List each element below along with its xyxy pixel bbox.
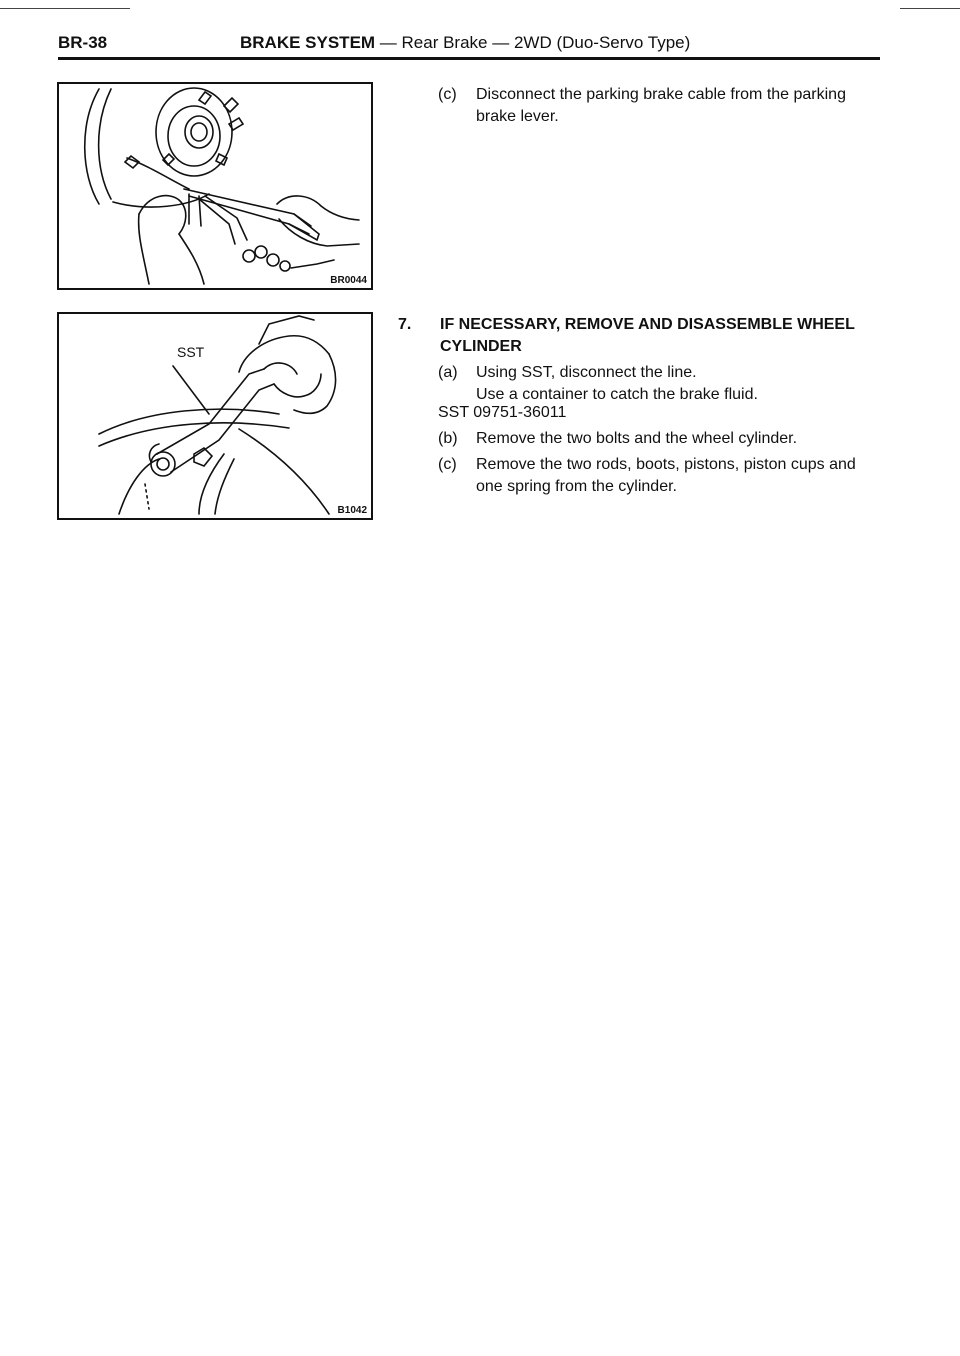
page-title-bold: BRAKE SYSTEM — [240, 33, 376, 52]
page-number: BR-38 — [58, 33, 108, 52]
sst-label: SST — [177, 344, 205, 360]
sst-number: SST 09751-36011 — [438, 404, 567, 421]
item-text-line1: Using SST, disconnect the line. — [476, 364, 697, 381]
item-label: (c) — [438, 86, 457, 103]
figure-code: B1042 — [337, 505, 367, 516]
step-b-remove-bolts — [438, 428, 888, 450]
item-label: (c) — [438, 456, 457, 473]
item-label: (a) — [438, 364, 458, 381]
figure-code: BR0044 — [330, 275, 367, 286]
scan-line-right — [900, 8, 960, 9]
item-text: Remove the two bolts and the wheel cylinder. — [476, 430, 798, 447]
step-heading-text: IF NECESSARY, REMOVE AND DISASSEMBLE WHEEL CYLINDER — [440, 316, 855, 355]
item-text: Remove the two rods, boots, pistons, piston cups and one spring from the cylinder. — [476, 456, 856, 495]
page-title-rest: — Rear Brake — 2WD (Duo-Servo Type) — [375, 33, 691, 52]
page-title — [240, 33, 690, 53]
scan-line-left — [0, 8, 130, 9]
figure-parking-brake-cable — [57, 82, 373, 290]
figure-sst-wrench — [57, 312, 373, 520]
step-7-heading — [398, 314, 888, 358]
item-text: Disconnect the parking brake cable from the parking brake lever. — [476, 86, 846, 125]
figure-parking-brake-illustration — [59, 84, 371, 288]
item-label: (b) — [438, 430, 458, 447]
header-rule — [58, 57, 880, 60]
item-text-line2: Use a container to catch the brake fluid. — [476, 386, 758, 403]
step-c-parking-cable — [438, 84, 888, 128]
step-a-disconnect-line — [438, 362, 888, 406]
step-c-remove-rods — [438, 454, 888, 498]
figure-sst-illustration — [59, 314, 371, 518]
step-number: 7. — [398, 316, 412, 333]
